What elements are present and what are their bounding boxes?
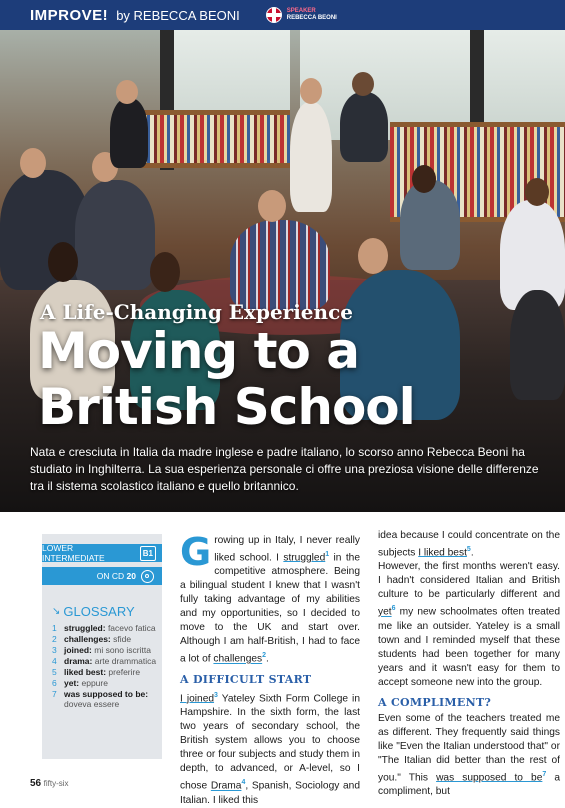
student-head: [20, 148, 46, 178]
glossary-ref: 6: [391, 605, 396, 613]
subheading: A COMPLIMENT?: [378, 695, 492, 709]
article-lead: Nata e cresciuta in Italia da madre inglese e padre italiano, lo scorso anno Rebecca Beoni ha studiato in Inghilterra. La sua esperienza personale ci offre una preziosa visione delle differenze tra il sistema scolastico italiano e quello britannico.: [30, 445, 539, 493]
article-kicker: A Life-Changing Experience: [40, 300, 353, 324]
text-run: .: [266, 653, 269, 665]
student: [290, 102, 332, 212]
text-run: Even some of the teachers treated me as different. They frequently said things like "Even the Italian understood that" or "The Italian did better than the rest of you." This: [378, 712, 560, 784]
glossary-term-link: I joined: [180, 693, 215, 705]
cd-prefix: ON CD: [96, 571, 125, 581]
glossary-item: [52, 678, 160, 688]
text-run: However, the first months weren't easy. I hadn't considered Italian and British culture to be particularly different and: [378, 561, 560, 601]
glossary-definition: sfide: [113, 634, 132, 644]
level-label: LOWER INTERMEDIATE: [42, 543, 105, 563]
glossary-term: was supposed to be:: [64, 689, 149, 699]
glossary-list: [52, 623, 160, 710]
glossary-item: [52, 667, 160, 677]
level-bar: [42, 544, 162, 562]
glossary-term-link: yet: [378, 606, 392, 618]
glossary-term-link: was supposed to be: [436, 772, 543, 784]
hero-photo: [0, 30, 565, 512]
article-title-line1: Moving to a: [38, 322, 360, 380]
byline: by REBECCA BEONI: [116, 7, 240, 23]
glossary-term: drama:: [64, 656, 93, 666]
glossary-number: 4: [52, 656, 57, 666]
page-number: 56: [30, 778, 42, 789]
student: [75, 180, 155, 290]
paragraph: [180, 530, 360, 667]
paragraph: [378, 529, 560, 560]
student-head: [150, 252, 180, 292]
glossary-definition: mi sono iscritta: [94, 645, 151, 655]
glossary-term: liked best:: [64, 667, 107, 677]
glossary-term-link: struggled: [283, 552, 326, 564]
glossary-ref: 4: [241, 779, 246, 787]
page-footer: [30, 778, 69, 789]
article-title-line2: British School: [38, 378, 415, 436]
uk-flag-icon: [266, 7, 282, 23]
glossary-number: 1: [52, 623, 57, 633]
glossary-definition: doveva essere: [64, 699, 120, 709]
glossary-title: GLOSSARY: [63, 604, 135, 619]
paragraph: [180, 689, 360, 808]
glossary-term-link: Drama: [210, 780, 242, 792]
text-run: a compliment, but: [378, 772, 561, 798]
glossary-item: [52, 634, 160, 644]
text-run: Yateley Sixth Form College in Hampshire. In the sixth form, the last two years of secondary school, the British system allows you to choose three or four subjects and study them in depth, to advanced, or A-level, so I chose: [180, 693, 360, 792]
student: [340, 92, 388, 162]
glossary-ref: 5: [466, 546, 471, 553]
glossary-ref: 1: [325, 551, 330, 558]
glossary-definition: eppure: [81, 678, 108, 688]
student: [400, 180, 460, 270]
speaker-badge: [266, 7, 337, 23]
glossary-number: 7: [52, 689, 57, 699]
cd-bar: [42, 567, 162, 585]
glossary-heading: [52, 604, 135, 619]
glossary-definition: facevo fatica: [107, 623, 156, 633]
glossary-term: yet:: [64, 678, 80, 688]
section-tag: IMPROVE!: [30, 6, 109, 24]
subheading: A DIFFICULT START: [180, 672, 312, 686]
student-head: [352, 72, 374, 96]
speaker-text: [287, 8, 337, 22]
glossary-item: [52, 623, 160, 633]
info-box: [42, 534, 162, 759]
glossary-definition: preferire: [108, 667, 141, 677]
student-head: [358, 238, 388, 274]
glossary-term: challenges:: [64, 634, 111, 644]
glossary-item: [52, 645, 160, 655]
drop-cap: G: [180, 530, 212, 574]
text-run: , Spanish, Sociology and Italian. I liked this: [180, 780, 361, 806]
cd-label: [97, 571, 136, 581]
section-header: [0, 0, 565, 30]
student-head: [300, 78, 322, 104]
text-run: idea because I could concentrate on the subjects: [378, 530, 560, 559]
student: [110, 98, 148, 168]
glossary-number: 6: [52, 678, 57, 688]
glossary-term: joined:: [64, 645, 92, 655]
text-run: my new schoolmates often treated me like an outsider. Yateley is a small town and I reminded myself that these students had been together for many years and it wasn't easy for them to accept someone new into the group.: [378, 606, 560, 688]
student-head: [116, 80, 138, 104]
glossary-ref: 2: [262, 652, 267, 660]
text-run: .: [470, 547, 474, 559]
level-badge: B1: [140, 546, 156, 561]
glossary-number: 5: [52, 667, 57, 677]
glossary-item: [52, 689, 160, 709]
cd-number: 20: [126, 571, 136, 581]
student-head: [258, 190, 286, 222]
student: [510, 290, 565, 400]
text-run: rowing up in Italy, I never really liked school. I: [214, 535, 360, 564]
speaker-name: REBECCA BEONI: [286, 15, 337, 21]
article-column-2: [378, 529, 560, 799]
glossary-ref: 3: [214, 691, 218, 699]
glossary-term: struggled:: [64, 623, 106, 633]
cd-icon: [141, 570, 154, 583]
glossary-term-link: I liked best: [418, 547, 467, 559]
page-number-word: fifty-six: [43, 779, 69, 788]
text-run: in the competitive atmosphere. Being a bilingual student I knew that I wasn't fully taking advantage of my abilities and my opportunities, so I decided to move to the UK and start over. Although I am half-British, I had to face a lot of: [180, 552, 360, 665]
glossary-item: [52, 656, 160, 666]
chevron-down-icon: ↘: [52, 606, 61, 617]
glossary-number: 2: [52, 634, 57, 644]
paragraph: [378, 712, 560, 799]
student-head: [48, 242, 78, 282]
glossary-ref: 7: [542, 770, 547, 778]
speaker-label: SPEAKER: [286, 8, 316, 14]
paragraph: [378, 560, 560, 689]
article-column-1: [180, 530, 361, 808]
glossary-number: 3: [52, 645, 57, 655]
glossary-term-link: challenges: [213, 653, 263, 665]
glossary-definition: arte drammatica: [94, 656, 157, 666]
student-head: [412, 165, 436, 193]
student-head: [525, 178, 549, 206]
bookshelf: [140, 110, 290, 168]
student: [230, 220, 330, 310]
